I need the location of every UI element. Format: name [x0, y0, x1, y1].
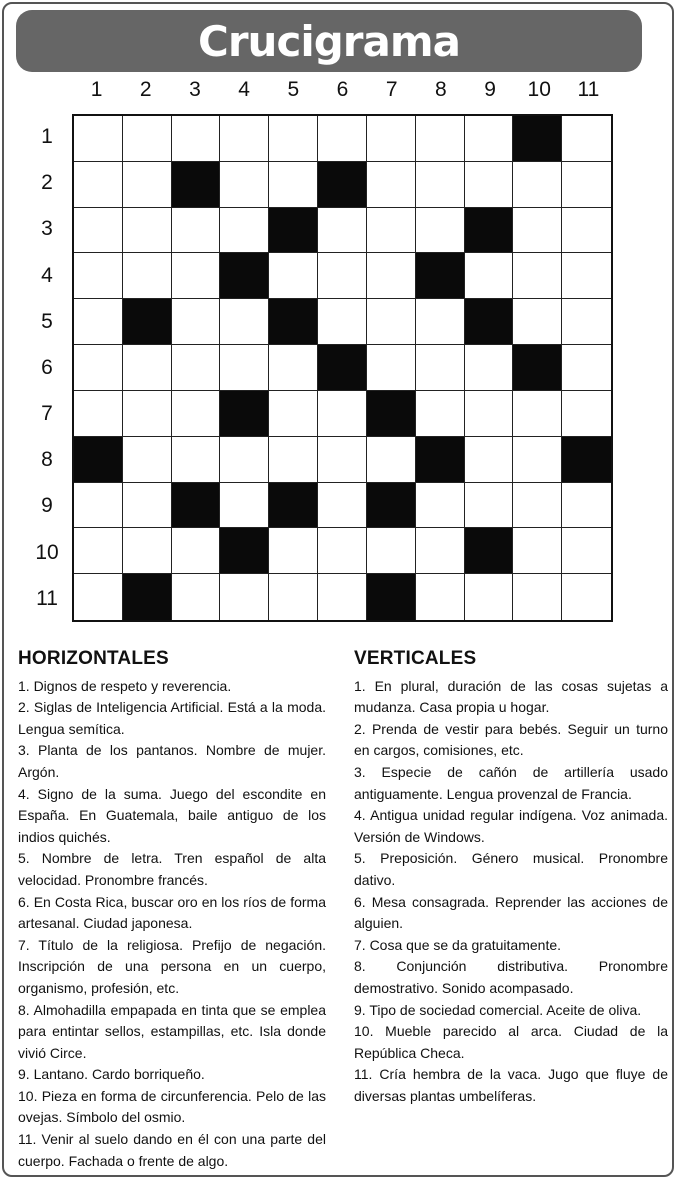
row-number: 9 [41, 494, 53, 518]
grid-cell[interactable] [220, 483, 269, 529]
grid-cell[interactable] [465, 116, 514, 162]
clue-item: 2. Prenda de vestir para bebés. Seguir un turno en cargos, comisiones, etc. [354, 720, 668, 759]
grid-cell[interactable] [220, 116, 269, 162]
page-title: Crucigrama [198, 16, 460, 66]
black-cell [318, 162, 367, 208]
clue-item: 5. Nombre de letra. Tren español de alta velocidad. Pronombre francés. [18, 850, 326, 888]
grid-cell[interactable] [318, 208, 367, 254]
clue-item: 11. Venir al suelo dando en él con una parte del cuerpo. Fachada o frente de algo. [18, 1131, 326, 1169]
grid-cell[interactable] [562, 253, 611, 299]
grid-cell[interactable] [513, 162, 562, 208]
black-cell [367, 391, 416, 437]
grid-cell[interactable] [367, 162, 416, 208]
grid-cell[interactable] [220, 208, 269, 254]
grid-cell[interactable] [220, 437, 269, 483]
clue-item: 3. Planta de los pantanos. Nombre de mujer. Argón. [18, 742, 326, 780]
black-cell [465, 528, 514, 574]
vertical-clue-list [354, 676, 668, 1108]
grid-cell[interactable] [269, 437, 318, 483]
clue-item: 10. Pieza en forma de circunferencia. Pelo de las ovejas. Símbolo del osmio. [18, 1087, 326, 1126]
grid-cell[interactable] [318, 437, 367, 483]
grid-cell[interactable] [123, 116, 172, 162]
grid-cell[interactable] [367, 299, 416, 345]
grid-cell[interactable] [269, 116, 318, 162]
black-cell [123, 574, 172, 620]
clue-item: 5. Preposición. Género musical. Pronombre dativo. [354, 850, 668, 888]
vertical-clues [354, 648, 668, 1107]
grid-cell[interactable] [465, 483, 514, 529]
grid-cell[interactable] [562, 391, 611, 437]
grid-cell[interactable] [416, 299, 465, 345]
column-number: 3 [189, 78, 201, 101]
grid-cell[interactable] [269, 162, 318, 208]
column-number: 4 [238, 78, 250, 101]
row-number: 5 [41, 309, 53, 333]
grid-cell[interactable] [269, 391, 318, 437]
grid-cell[interactable] [123, 162, 172, 208]
grid-cell[interactable] [74, 345, 123, 391]
row-number: 11 [36, 586, 58, 610]
grid-cell[interactable] [74, 208, 123, 254]
grid-cell[interactable] [465, 253, 514, 299]
grid-cell[interactable] [318, 483, 367, 529]
grid-cell[interactable] [74, 483, 123, 529]
grid-cell[interactable] [220, 574, 269, 620]
grid-cell[interactable] [318, 574, 367, 620]
grid-cell[interactable] [416, 528, 465, 574]
grid-cell[interactable] [513, 253, 562, 299]
clue-item: 6. En Costa Rica, buscar oro en los ríos de forma artesanal. Ciudad japonesa. [18, 893, 326, 932]
grid-cell[interactable] [318, 116, 367, 162]
grid-cell[interactable] [416, 116, 465, 162]
grid-cell[interactable] [220, 162, 269, 208]
grid-cell[interactable] [513, 437, 562, 483]
grid-cell[interactable] [416, 391, 465, 437]
grid-cell[interactable] [465, 391, 514, 437]
clue-item: 7. Título de la religiosa. Prefijo de negación. Inscripción de una persona en un cuerpo, organismo, profesión, etc. [18, 936, 326, 996]
black-cell [465, 208, 514, 254]
grid-cell[interactable] [562, 528, 611, 574]
grid-cell[interactable] [123, 345, 172, 391]
black-cell [367, 574, 416, 620]
grid-cell[interactable] [465, 162, 514, 208]
black-cell [269, 483, 318, 529]
black-cell [220, 253, 269, 299]
grid-cell[interactable] [562, 574, 611, 620]
black-cell [172, 162, 221, 208]
grid-cell[interactable] [74, 528, 123, 574]
clue-item: 1. Dignos de respeto y reverencia. [18, 677, 232, 694]
grid-cell[interactable] [74, 116, 123, 162]
grid-cell[interactable] [74, 162, 123, 208]
column-number: 2 [139, 78, 152, 101]
row-number: 10 [35, 540, 59, 564]
grid-cell[interactable] [513, 483, 562, 529]
clue-item: 10. Mueble parecido al arca. Ciudad de la República Checa. [354, 1023, 668, 1061]
row-number: 7 [41, 402, 53, 426]
grid-cell[interactable] [172, 345, 221, 391]
black-cell [513, 116, 562, 162]
row-number: 4 [41, 263, 53, 287]
black-cell [562, 437, 611, 483]
column-number: 5 [287, 78, 300, 101]
grid-cell[interactable] [269, 253, 318, 299]
grid-cell[interactable] [269, 528, 318, 574]
crossword-grid [72, 114, 613, 622]
clue-item: 9. Lantano. Cardo borriqueño. [18, 1066, 205, 1083]
grid-cell[interactable] [172, 253, 221, 299]
clue-item: 1. En plural, duración de las cosas sujetas a mudanza. Casa propia u hogar. [354, 677, 668, 716]
clue-item: 8. Almohadilla empapada en tinta que se emplea para entintar sellos, estampillas, etc. Isla donde vivió Circe. [18, 1001, 326, 1061]
column-number: 8 [435, 78, 447, 101]
black-cell [269, 299, 318, 345]
grid-cell[interactable] [513, 208, 562, 254]
grid-cell[interactable] [416, 483, 465, 529]
grid-cell[interactable] [318, 528, 367, 574]
grid-cell[interactable] [172, 299, 221, 345]
row-number: 3 [41, 217, 53, 241]
clue-item: 9. Tipo de sociedad comercial. Aceite de oliva. [354, 1001, 642, 1018]
grid-cell[interactable] [172, 574, 221, 620]
column-number: 7 [385, 78, 398, 101]
grid-cell[interactable] [318, 253, 367, 299]
grid-cell[interactable] [513, 299, 562, 345]
grid-cell[interactable] [74, 391, 123, 437]
black-cell [318, 345, 367, 391]
black-cell [416, 253, 465, 299]
column-number: 9 [484, 78, 496, 101]
black-cell [513, 345, 562, 391]
grid-cell[interactable] [220, 299, 269, 345]
horizontal-heading: HORIZONTALES [18, 648, 169, 669]
row-number: 1 [41, 125, 53, 148]
black-cell [74, 437, 123, 483]
clue-item: 6. Mesa consagrada. Reprender las acciones de alguien. [354, 893, 668, 932]
black-cell [416, 437, 465, 483]
grid-cell[interactable] [562, 116, 611, 162]
grid-cell[interactable] [74, 299, 123, 345]
clue-item: 2. Siglas de Inteligencia Artificial. Está a la moda. Lengua semítica. [18, 699, 326, 737]
grid-cell[interactable] [465, 437, 514, 483]
vertical-heading: VERTICALES [354, 648, 477, 669]
grid-cell[interactable] [123, 208, 172, 254]
grid-cell[interactable] [562, 345, 611, 391]
grid-cell[interactable] [123, 528, 172, 574]
title-banner [16, 10, 642, 72]
grid-cell[interactable] [74, 574, 123, 620]
grid-cell[interactable] [367, 116, 416, 162]
clue-item: 8. Conjunción distributiva. Pronombre demostrativo. Sonido acompasado. [354, 958, 668, 996]
column-number: 11 [577, 78, 600, 101]
grid-cell[interactable] [318, 299, 367, 345]
grid-cell[interactable] [562, 299, 611, 345]
black-cell [465, 299, 514, 345]
grid-cell[interactable] [367, 253, 416, 299]
black-cell [220, 391, 269, 437]
column-number: 10 [527, 78, 551, 101]
row-number: 2 [41, 171, 53, 195]
clue-item: 7. Cosa que se da gratuitamente. [354, 936, 562, 953]
horizontal-clue-list [18, 676, 326, 1173]
grid-cell[interactable] [172, 437, 221, 483]
grid-cell[interactable] [562, 483, 611, 529]
grid-cell[interactable] [74, 253, 123, 299]
grid-cell[interactable] [269, 345, 318, 391]
grid-cell[interactable] [562, 162, 611, 208]
grid-cell[interactable] [269, 574, 318, 620]
grid-cell[interactable] [367, 208, 416, 254]
grid-cell[interactable] [318, 391, 367, 437]
grid-cell[interactable] [562, 208, 611, 254]
grid-cell[interactable] [367, 345, 416, 391]
grid-cell[interactable] [367, 528, 416, 574]
clue-item: 11. Cría hembra de la vaca. Jugo que fluye de diversas plantas umbelíferas. [354, 1066, 668, 1104]
grid-cell[interactable] [172, 528, 221, 574]
grid-cell[interactable] [123, 483, 172, 529]
black-cell [269, 208, 318, 254]
column-number: 1 [90, 78, 103, 101]
grid-cell[interactable] [465, 574, 514, 620]
horizontal-clues [18, 648, 326, 1172]
clue-item: 3. Especie de cañón de artillería usado antiguamente. Lengua provenzal de Francia. [354, 763, 668, 802]
row-number: 8 [41, 448, 53, 472]
grid-cell[interactable] [123, 437, 172, 483]
grid-cell[interactable] [123, 253, 172, 299]
clue-item: 4. Signo de la suma. Juego del escondite en España. En Guatemala, baile antiguo de los indios quichés. [18, 785, 326, 845]
grid-cell[interactable] [513, 528, 562, 574]
grid-cell[interactable] [220, 345, 269, 391]
grid-cell[interactable] [172, 391, 221, 437]
black-cell [123, 299, 172, 345]
grid-cell[interactable] [513, 574, 562, 620]
grid-cell[interactable] [513, 391, 562, 437]
grid-cell[interactable] [367, 437, 416, 483]
column-number: 6 [336, 78, 349, 101]
grid-cell[interactable] [416, 345, 465, 391]
clue-item: 4. Antigua unidad regular indígena. Voz animada. Versión de Windows. [354, 807, 668, 845]
grid-cell[interactable] [172, 116, 221, 162]
grid-cell[interactable] [172, 208, 221, 254]
black-cell [172, 483, 221, 529]
grid-cell[interactable] [416, 162, 465, 208]
black-cell [220, 528, 269, 574]
black-cell [367, 483, 416, 529]
grid-cell[interactable] [416, 208, 465, 254]
grid-cell[interactable] [123, 391, 172, 437]
grid-cell[interactable] [416, 574, 465, 620]
row-number: 6 [41, 355, 53, 379]
grid-cell[interactable] [465, 345, 514, 391]
